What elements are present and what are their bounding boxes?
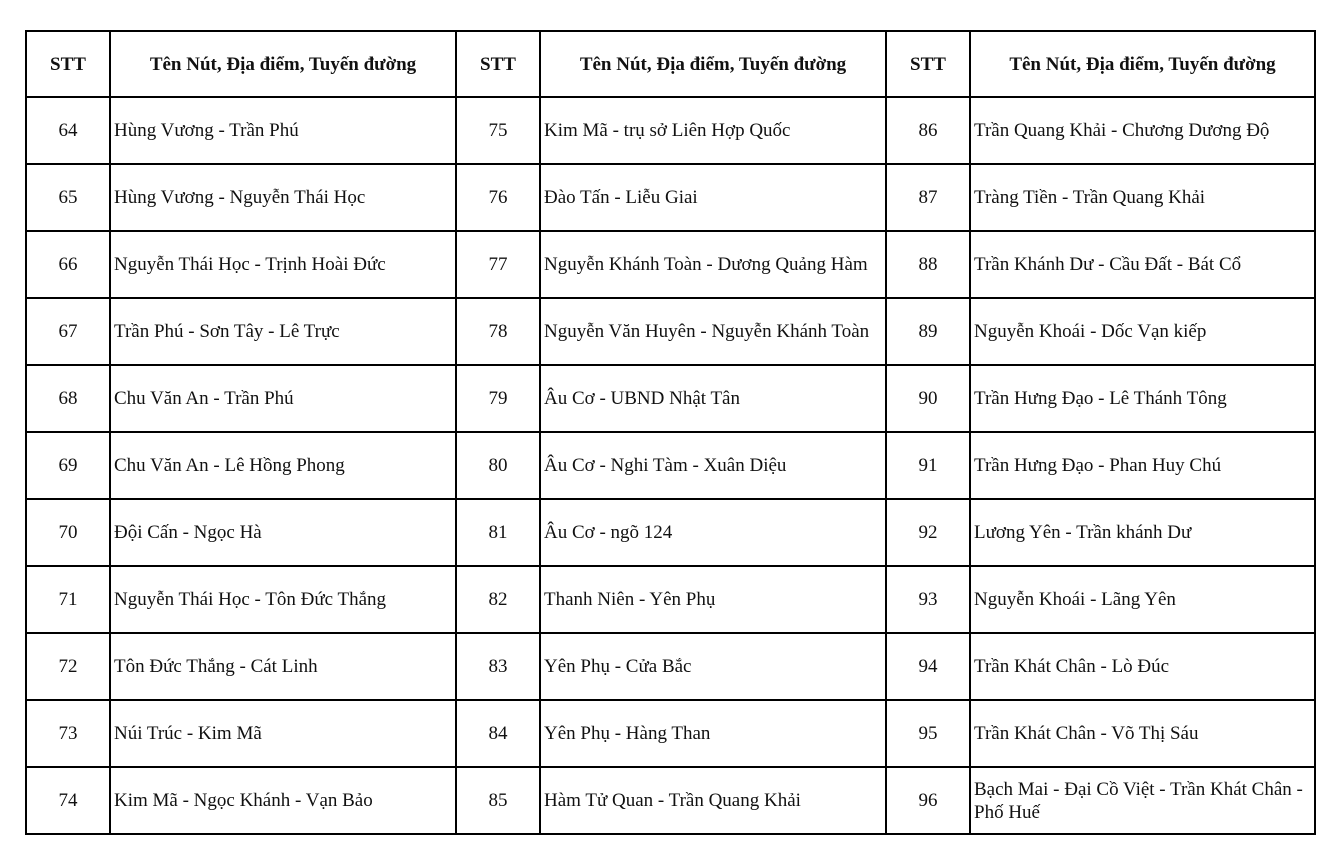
location-name-cell: Hùng Vương - Nguyễn Thái Học [110,164,456,231]
location-name-cell: Yên Phụ - Cửa Bắc [540,633,886,700]
header-name: Tên Nút, Địa điểm, Tuyến đường [540,31,886,97]
location-name-cell: Nguyễn Khánh Toàn - Dương Quảng Hàm [540,231,886,298]
location-name-cell: Trần Hưng Đạo - Lê Thánh Tông [970,365,1315,432]
table-row [26,298,1315,365]
location-name-cell: Kim Mã - trụ sở Liên Hợp Quốc [540,97,886,164]
row-number-cell: 76 [456,164,540,231]
row-number-cell: 74 [26,767,110,834]
row-number-cell: 87 [886,164,970,231]
row-number-cell: 66 [26,231,110,298]
row-number-cell: 65 [26,164,110,231]
row-number-cell: 71 [26,566,110,633]
table-row [26,231,1315,298]
row-number-cell: 72 [26,633,110,700]
location-name-cell: Trần Hưng Đạo - Phan Huy Chú [970,432,1315,499]
row-number-cell: 94 [886,633,970,700]
row-number-cell: 88 [886,231,970,298]
row-number-cell: 69 [26,432,110,499]
table-row [26,97,1315,164]
location-name-cell: Kim Mã - Ngọc Khánh - Vạn Bảo [110,767,456,834]
location-name-cell: Trần Khát Chân - Lò Đúc [970,633,1315,700]
row-number-cell: 91 [886,432,970,499]
table-row [26,432,1315,499]
table-row [26,164,1315,231]
location-name-cell: Nguyễn Khoái - Lãng Yên [970,566,1315,633]
location-name-cell: Trần Khát Chân - Võ Thị Sáu [970,700,1315,767]
location-name-cell: Trần Quang Khải - Chương Dương Độ [970,97,1315,164]
table-row [26,633,1315,700]
row-number-cell: 93 [886,566,970,633]
location-name-cell: Chu Văn An - Lê Hồng Phong [110,432,456,499]
location-name-cell: Hùng Vương - Trần Phú [110,97,456,164]
location-name-cell: Nguyễn Văn Huyên - Nguyễn Khánh Toàn [540,298,886,365]
location-name-cell: Âu Cơ - UBND Nhật Tân [540,365,886,432]
row-number-cell: 75 [456,97,540,164]
location-name-cell: Yên Phụ - Hàng Than [540,700,886,767]
row-number-cell: 67 [26,298,110,365]
location-name-cell: Đào Tấn - Liễu Giai [540,164,886,231]
location-name-cell: Nguyễn Khoái - Dốc Vạn kiếp [970,298,1315,365]
row-number-cell: 79 [456,365,540,432]
row-number-cell: 86 [886,97,970,164]
location-name-cell: Tôn Đức Thắng - Cát Linh [110,633,456,700]
location-name-cell: Âu Cơ - ngõ 124 [540,499,886,566]
row-number-cell: 82 [456,566,540,633]
location-name-cell: Bạch Mai - Đại Cồ Việt - Trần Khát Chân - Phố Huế [970,767,1315,834]
table-row [26,365,1315,432]
location-name-cell: Tràng Tiền - Trần Quang Khải [970,164,1315,231]
header-stt: STT [456,31,540,97]
row-number-cell: 95 [886,700,970,767]
location-name-cell: Nguyễn Thái Học - Trịnh Hoài Đức [110,231,456,298]
header-stt: STT [26,31,110,97]
row-number-cell: 96 [886,767,970,834]
header-name: Tên Nút, Địa điểm, Tuyến đường [110,31,456,97]
row-number-cell: 84 [456,700,540,767]
table-row [26,700,1315,767]
row-number-cell: 92 [886,499,970,566]
header-stt: STT [886,31,970,97]
row-number-cell: 64 [26,97,110,164]
row-number-cell: 90 [886,365,970,432]
table-row [26,767,1315,834]
row-number-cell: 83 [456,633,540,700]
row-number-cell: 70 [26,499,110,566]
row-number-cell: 80 [456,432,540,499]
location-name-cell: Trần Khánh Dư - Cầu Đất - Bát Cổ [970,231,1315,298]
row-number-cell: 78 [456,298,540,365]
location-name-cell: Đội Cấn - Ngọc Hà [110,499,456,566]
header-name: Tên Nút, Địa điểm, Tuyến đường [970,31,1315,97]
row-number-cell: 73 [26,700,110,767]
row-number-cell: 77 [456,231,540,298]
row-number-cell: 68 [26,365,110,432]
location-name-cell: Trần Phú - Sơn Tây - Lê Trực [110,298,456,365]
row-number-cell: 85 [456,767,540,834]
table-row [26,566,1315,633]
location-name-cell: Nguyễn Thái Học - Tôn Đức Thắng [110,566,456,633]
location-name-cell: Núi Trúc - Kim Mã [110,700,456,767]
location-name-cell: Thanh Niên - Yên Phụ [540,566,886,633]
location-name-cell: Lương Yên - Trần khánh Dư [970,499,1315,566]
location-name-cell: Chu Văn An - Trần Phú [110,365,456,432]
row-number-cell: 89 [886,298,970,365]
row-number-cell: 81 [456,499,540,566]
intersection-table [25,30,1316,835]
location-name-cell: Hàm Tử Quan - Trần Quang Khải [540,767,886,834]
table-row [26,499,1315,566]
location-name-cell: Âu Cơ - Nghi Tàm - Xuân Diệu [540,432,886,499]
header-row [26,31,1315,97]
